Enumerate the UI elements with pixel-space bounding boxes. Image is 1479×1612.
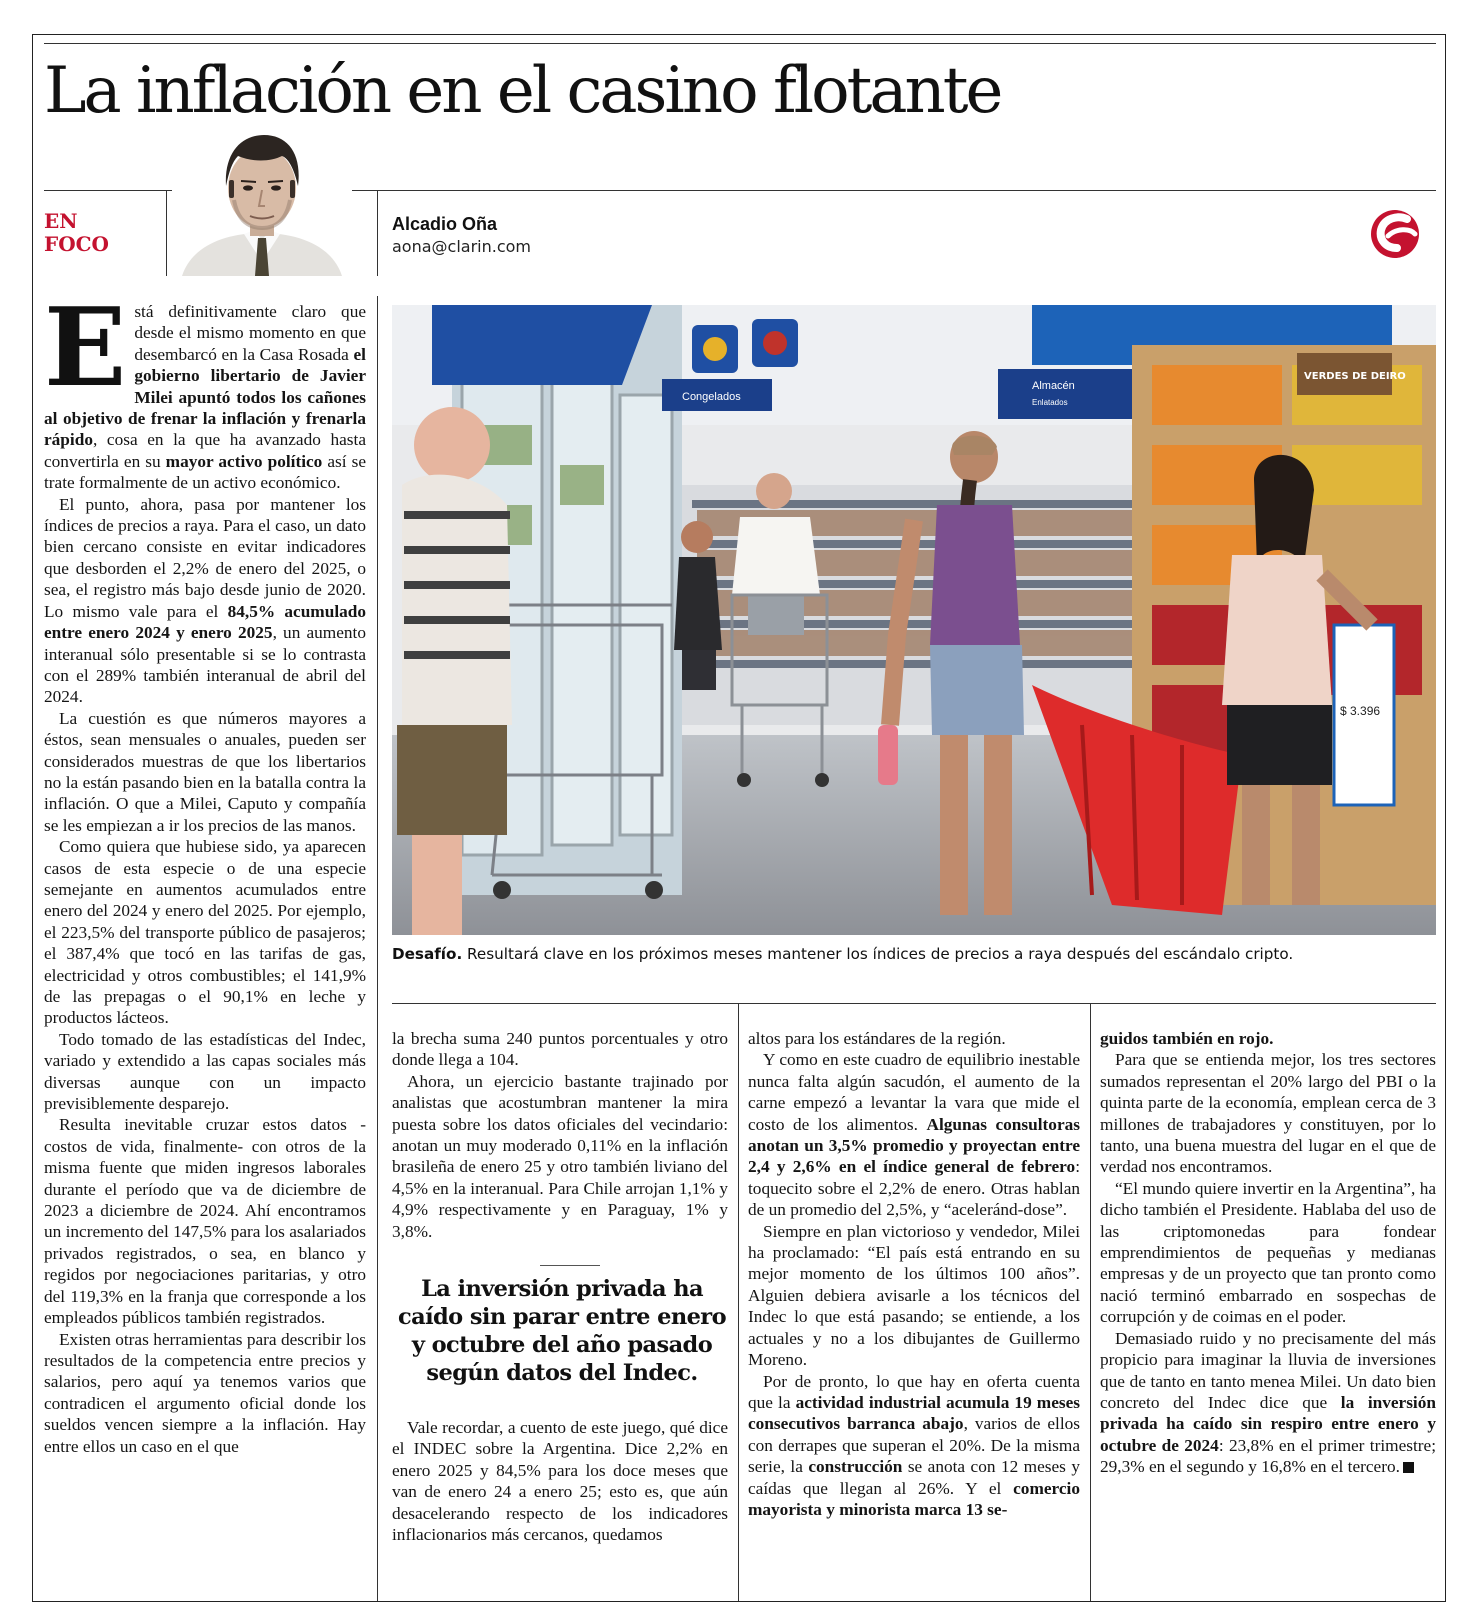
section-label: [44, 210, 154, 256]
article-column-3: [748, 1028, 1080, 1520]
top-rule: [44, 43, 1436, 44]
paragraph: Como quiera que hubiese sido, ya aparecen casos de esta especie o de una especie semejante en aumentos acumulados entre enero del 2024 y enero del 2025. Por ejemplo, el 223,5% del transporte público de pasajeros; el 387,4% que tocó en las tarifas de gas, electricidad y otros combustibles; el 141,9% de las prepagas o el 90,1% en leche y productos lácteos.: [44, 837, 366, 1028]
shelf-sign: VERDES DE DEIRO: [1304, 371, 1406, 382]
pullquote: La inversión privada ha caído sin parar entre enero y octubre del año pasado según datos del Indec.: [398, 1276, 726, 1386]
article-column-4: [1100, 1028, 1436, 1478]
column-rule-3: [1090, 1003, 1091, 1601]
clarin-logo-icon: [1368, 206, 1424, 262]
paragraph: “El mundo quiere invertir en la Argentina”, ha dicho también el Presidente. Hablaba del uso de las criptomonedas para fondear emprendimientos de pequeñas y medianas empresas y de un proyecto que tan pronto como nació terminó embarrado en sospechas de corrupción y de coimas en el poder.: [1100, 1178, 1436, 1327]
paragraph: El punto, ahora, pasa por mantener los índices de precios a raya. Para el caso, un dato bien cercano consiste en evitar indicadores que desborden el 2,2% de enero del 2025, o sea, el registro más bajo desde junio de 2020. Lo mismo vale para el 84,5% acumulado entre enero 2024 y enero 2025, un aumento interanual sólo presentable si se lo contrasta con el 289% también interanual de abril del 2024.: [44, 494, 367, 707]
column-rule-1: [377, 296, 378, 1601]
article-column-1: [44, 285, 367, 1457]
paragraph: Por de pronto, lo que hay en oferta cuenta que la actividad industrial acumula 19 meses consecutivos barranca abajo, varios de ellos con derrapes que superan el 20%. De la misma serie, la construcción se anota con 12 meses y caídas que llegan al 26%. Y el comercio mayorista y minorista marca 13 se-: [748, 1371, 1080, 1519]
caption-label: Desafío.: [392, 945, 463, 963]
aisle-sign-almacen: Almacén: [1032, 380, 1075, 392]
author-email[interactable]: aona@clarin.com: [392, 237, 532, 256]
header-divider-left: [166, 190, 167, 276]
paragraph: Está definitivamente claro que desde el mismo momento en que desembarcó en la Casa Rosada el gobierno libertario de Javier Milei apuntó todos los cañones al objetivo de frenar la inflación y frenarla rápido, cosa en la que ha avanzado hasta convertirla en su mayor activo político así se trate formalmente de un activo económico.: [44, 285, 367, 493]
pullquote-rule: [540, 1265, 600, 1266]
paragraph: Siempre en plan victorioso y vendedor, Milei ha proclamado: “El país está entrando en su mejor momento de los últimos 100 años”. Alguien debiera avisarle a los técnicos del Indec lo que está pasando; se entiende, a los actuales y no a los dibujantes de Guillermo Moreno.: [748, 1221, 1080, 1370]
headline: La inflación en el casino flotante: [44, 54, 1001, 128]
paragraph: altos para los estándares de la región.: [748, 1029, 1006, 1048]
article-column-2: [392, 1028, 728, 1242]
header-divider-right: [377, 190, 378, 276]
paragraph: guidos también en rojo.: [1100, 1029, 1274, 1048]
paragraph: Demasiado ruido y no precisamente del más propicio para imaginar la lluvia de inversiones que de tanto en tanto menea Milei. Un dato bien concreto del Indec dice que la inversión privada ha caído sin respiro entre enero y octubre de 2024: 23,8% en el primer trimestre; 29,3% en el segundo y 16,8% en el tercero.: [1100, 1328, 1436, 1477]
author-portrait: [172, 130, 352, 276]
paragraph: La cuestión es que números mayores a éstos, sean mensuales o anuales, pueden ser considerados muestras de que los libertarios no la están pasando bien en la batalla contra la inflación. O que a Milei, Caputo y compañía se les empiezan a ir los precios de las manos.: [44, 708, 366, 835]
section-label-line1: EN: [44, 209, 78, 233]
photo-caption: [392, 945, 1293, 963]
paragraph: Vale recordar, a cuento de este juego, qué dice el INDEC sobre la Argentina. Dice 2,2% en enero 2025 y 84,5% para los doce meses que van de enero 24 a enero 25; esto es, que aún desacelerando respecto de los indicadores inflacionarios más cercanos, quedamos: [392, 1418, 728, 1545]
paragraph: Todo tomado de las estadísticas del Indec, variado y extendido a las capas sociales más diversas aunque con un impacto previsiblemente desparejo.: [44, 1029, 366, 1114]
paragraph: Resulta inevitable cruzar estos datos - costos de vida, finalmente- con otros de la misma fuente que miden ingresos laborales durante el período que va de diciembre de 2023 a diciembre de 2024. Ahí encontramos un incremento del 147,5% para los asalariados privados registrados, o sea, en blanco y regidos por negociaciones paritarias, y otro del 119,3% en la franja que corresponde a los empleados públicos también registrados.: [44, 1115, 366, 1328]
column-rule-2: [738, 1003, 739, 1601]
paragraph: Existen otras herramientas para describir los resultados de la competencia entre precios y salarios, pero aquí ya tenemos varios que contradicen el argumento oficial donde los sueldos vencen siempre a la inflación. Hay entre ellos un caso en el que: [44, 1329, 366, 1456]
main-photo: [392, 305, 1436, 935]
aisle-sign-almacen-sub: Enlatados: [1032, 398, 1068, 407]
lower-rule: [392, 1003, 1436, 1004]
paragraph: la brecha suma 240 puntos porcentuales y otro donde llega a 104.: [392, 1029, 728, 1070]
paragraph: Para que se entienda mejor, los tres sectores sumados representan el 20% largo del PBI o la quinta parte de la economía, emplean cerca de 3 millones de trabajadores y constituyen, por lo tanto, una buena muestra del lugar en el que de verdad nos encontramos.: [1100, 1050, 1436, 1177]
section-label-line2: FOCO: [44, 232, 109, 256]
price-tag: $ 3.396: [1340, 704, 1381, 718]
aisle-sign-congelados: Congelados: [682, 391, 741, 403]
author-name: Alcadio Oña: [392, 214, 498, 234]
end-mark: [1403, 1462, 1414, 1473]
paragraph: Y como en este cuadro de equilibrio inestable nunca falta algún sacudón, el aumento de la carne empezó a levantar la vara que mide el costo de los alimentos. Algunas consultoras anotan un 3,5% promedio y proyectan entre 2,4 y 2,6% en el índice general de febrero: toquecito sobre el 2,2% de enero. Otras hablan de un promedio del 2,5%, y “aceleránd-dose”.: [748, 1050, 1080, 1220]
article-column-2-bottom: [392, 1417, 728, 1545]
caption-text: Resultará clave en los próximos meses mantener los índices de precios a raya después del escándalo cripto.: [462, 945, 1294, 963]
drop-cap: E: [44, 285, 127, 411]
paragraph: Ahora, un ejercicio bastante trajinado por analistas que acostumbran mantener la mira puesta sobre los datos oficiales del vecindario: anotan un muy moderado 0,11% en la inflación brasileña de enero 25 y otro también liviano del 4,5% en la interanual. Para Chile arrojan 1,1% y 4,9% respectivamente y en Paraguay, 1% y 3,8%.: [392, 1071, 728, 1241]
